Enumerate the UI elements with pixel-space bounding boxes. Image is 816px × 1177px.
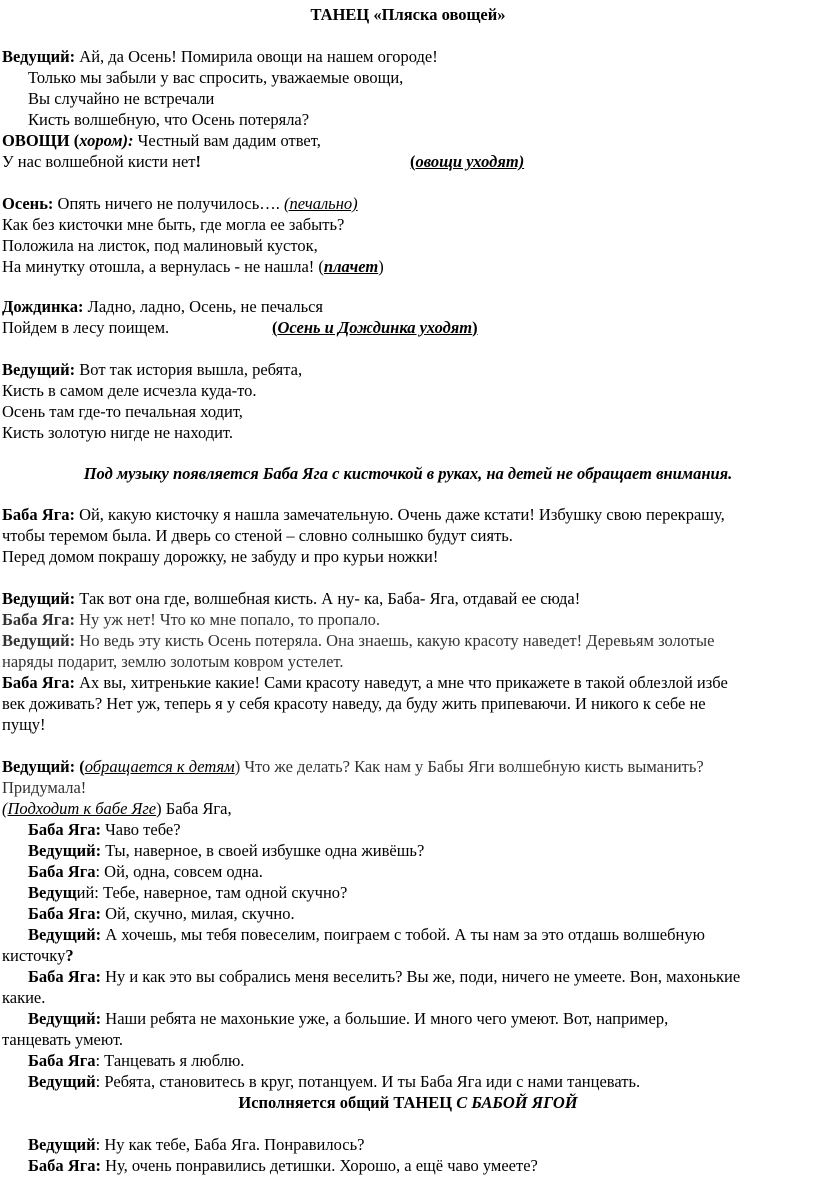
text-line: Ведущий: Но ведь эту кисть Осень потеряла. Она знаешь, какую красоту наведет! Деревьям золотые	[2, 631, 715, 650]
speaker-label: Ведущий:	[28, 1009, 102, 1028]
text-line: Ведущий: Наши ребята не махонькие уже, а большие. И много чего умеют. Вот, например,	[28, 1009, 669, 1028]
stage-direction: Подходит к бабе Яге	[7, 799, 157, 818]
text-line: Баба Яга: Ну уж нет! Что ко мне попало, то пропало.	[2, 610, 380, 629]
speaker-label: Ведущий:	[28, 925, 102, 944]
speaker-label: ОВОЩИ (	[2, 131, 80, 150]
page-title: ТАНЕЦ «Пляска овощей»	[310, 5, 506, 24]
stage-direction: (Осень и Дождинка уходят)	[272, 318, 478, 337]
stage-direction: (печально)	[284, 194, 358, 213]
text-line: Пойдем в лесу поищем.	[2, 318, 170, 337]
speaker-label: Ведущий:	[2, 589, 76, 608]
text-line: Баба Яга: Ой, одна, совсем одна.	[28, 862, 263, 881]
text-line: Ведущий: Ну как тебе, Баба Яга. Понравилось?	[28, 1135, 365, 1154]
stage-direction: обращается к детям	[84, 757, 235, 776]
text-line: Баба Яга: Ну и как это вы собрались меня веселить? Вы же, поди, ничего не умеете. Вон, махонькие	[28, 967, 741, 986]
speaker-label: Баба Яга:	[2, 610, 75, 629]
text-line: пущу!	[2, 715, 46, 734]
text-line: Ведущий: Тебе, наверное, там одной скучно?	[28, 883, 348, 902]
text-line: Кисть в самом деле исчезла куда-то.	[2, 381, 257, 400]
text-line: Баба Яга: Ой, скучно, милая, скучно.	[28, 904, 295, 923]
text-line: Осень там где-то печальная ходит,	[2, 402, 243, 421]
speaker-label: Баба Яга	[28, 1051, 96, 1070]
speaker-label: Ведущий:	[2, 757, 76, 776]
speaker-label: Дождинка:	[2, 297, 84, 316]
speaker-label: Осень:	[2, 194, 54, 213]
text-line: У нас волшебной кисти нет!	[2, 152, 202, 171]
text-line: Как без кисточки мне быть, где могла ее забыть?	[2, 215, 345, 234]
speaker-label: Баба Яга:	[28, 1156, 101, 1175]
text-line: кисточку?	[2, 946, 74, 965]
text-line: Кисть золотую нигде не находит.	[2, 423, 234, 442]
text-line: Дождинка: Ладно, ладно, Осень, не печалься	[2, 297, 324, 316]
text-line: Кисть волшебную, что Осень потеряла?	[28, 110, 310, 129]
text-line: Ведущий: Ты, наверное, в своей избушке одна живёшь?	[28, 841, 425, 860]
text-line: Ведущий: А хочешь, мы тебя повеселим, поиграем с тобой. А ты нам за это отдашь волшебную	[28, 925, 705, 944]
stage-direction: плачет	[323, 257, 379, 276]
text-line: Ведущий: Ай, да Осень! Помирила овощи на нашем огороде!	[2, 47, 438, 66]
text-line: какие.	[2, 988, 46, 1007]
speaker-label: Ведущий:	[2, 360, 76, 379]
speaker-label: Ведущий:	[2, 47, 76, 66]
text-line: Ведущий: Ребята, становитесь в круг, потанцуем. И ты Баба Яга иди с нами танцевать.	[28, 1072, 641, 1091]
speaker-label: Баба Яга:	[28, 904, 101, 923]
speaker-label: Баба Яга	[28, 862, 96, 881]
text-line: чтобы теремом была. И дверь со стеной – словно солнышко будут сиять.	[2, 526, 513, 545]
text-line: (Подходит к бабе Яге) Баба Яга,	[2, 799, 232, 818]
text-line: танцевать умеют.	[2, 1030, 124, 1049]
stage-direction: (овощи уходят)	[410, 152, 525, 171]
speaker-label: Баба Яга:	[2, 673, 75, 692]
text-line: Баба Яга: Ах вы, хитренькие какие! Сами красоту наведут, а мне что прикажете в такой облезлой избе	[2, 673, 728, 692]
speaker-label: Ведущий	[28, 1072, 96, 1091]
text-line: Баба Яга: Чаво тебе?	[28, 820, 181, 839]
text-line: Перед домом покрашу дорожку, не забуду и про курьи ножки!	[2, 547, 439, 566]
text-line: ОВОЩИ (хором): Честный вам дадим ответ,	[2, 131, 321, 150]
text-line: Ведущий: (обращается к детям) Что же делать? Как нам у Бабы Яги волшебную кисть выманить?	[2, 757, 704, 776]
text-line: Баба Яга: Танцевать я люблю.	[28, 1051, 245, 1070]
speaker-label: Баба Яга:	[28, 967, 101, 986]
speaker-label: Баба Яга:	[2, 505, 75, 524]
speaker-label: Ведущий:	[2, 631, 76, 650]
speaker-label: Ведущий	[28, 1135, 96, 1154]
text-line: Придумала!	[2, 778, 87, 797]
speaker-label: Ведущ	[28, 883, 77, 902]
text-line: Положила на листок, под малиновый кусток,	[2, 236, 318, 255]
text-line: наряды подарит, землю золотым ковром устелет.	[2, 652, 344, 671]
text-line: век доживать? Нет уж, теперь я у себя красоту наведу, да буду жить припеваючи. И никого к себе не	[2, 694, 706, 713]
text-line: Ведущий: Так вот она где, волшебная кисть. А ну- ка, Баба- Яга, отдавай ее сюда!	[2, 589, 581, 608]
text-line: На минутку отошла, а вернулась - не нашла! (плачет)	[2, 257, 384, 276]
text-line: Баба Яга: Ой, какую кисточку я нашла замечательную. Очень даже кстати! Избушку свою перекрашу,	[2, 505, 725, 524]
speaker-label: Ведущий:	[28, 841, 102, 860]
text-line: Только мы забыли у вас спросить, уважаемые овощи,	[28, 68, 404, 87]
speaker-label: Баба Яга:	[28, 820, 101, 839]
text-line: Вы случайно не встречали	[28, 89, 215, 108]
text-line: Осень: Опять ничего не получилось…. (печально)	[2, 194, 358, 213]
stage-direction: Под музыку появляется Баба Яга с кисточкой в руках, на детей не обращает внимания.	[83, 464, 733, 483]
section-heading: Исполняется общий ТАНЕЦ С БАБОЙ ЯГОЙ	[238, 1093, 578, 1112]
text-line: Баба Яга: Ну, очень понравились детишки. Хорошо, а ещё чаво умеете?	[28, 1156, 538, 1175]
text-line: Ведущий: Вот так история вышла, ребята,	[2, 360, 303, 379]
